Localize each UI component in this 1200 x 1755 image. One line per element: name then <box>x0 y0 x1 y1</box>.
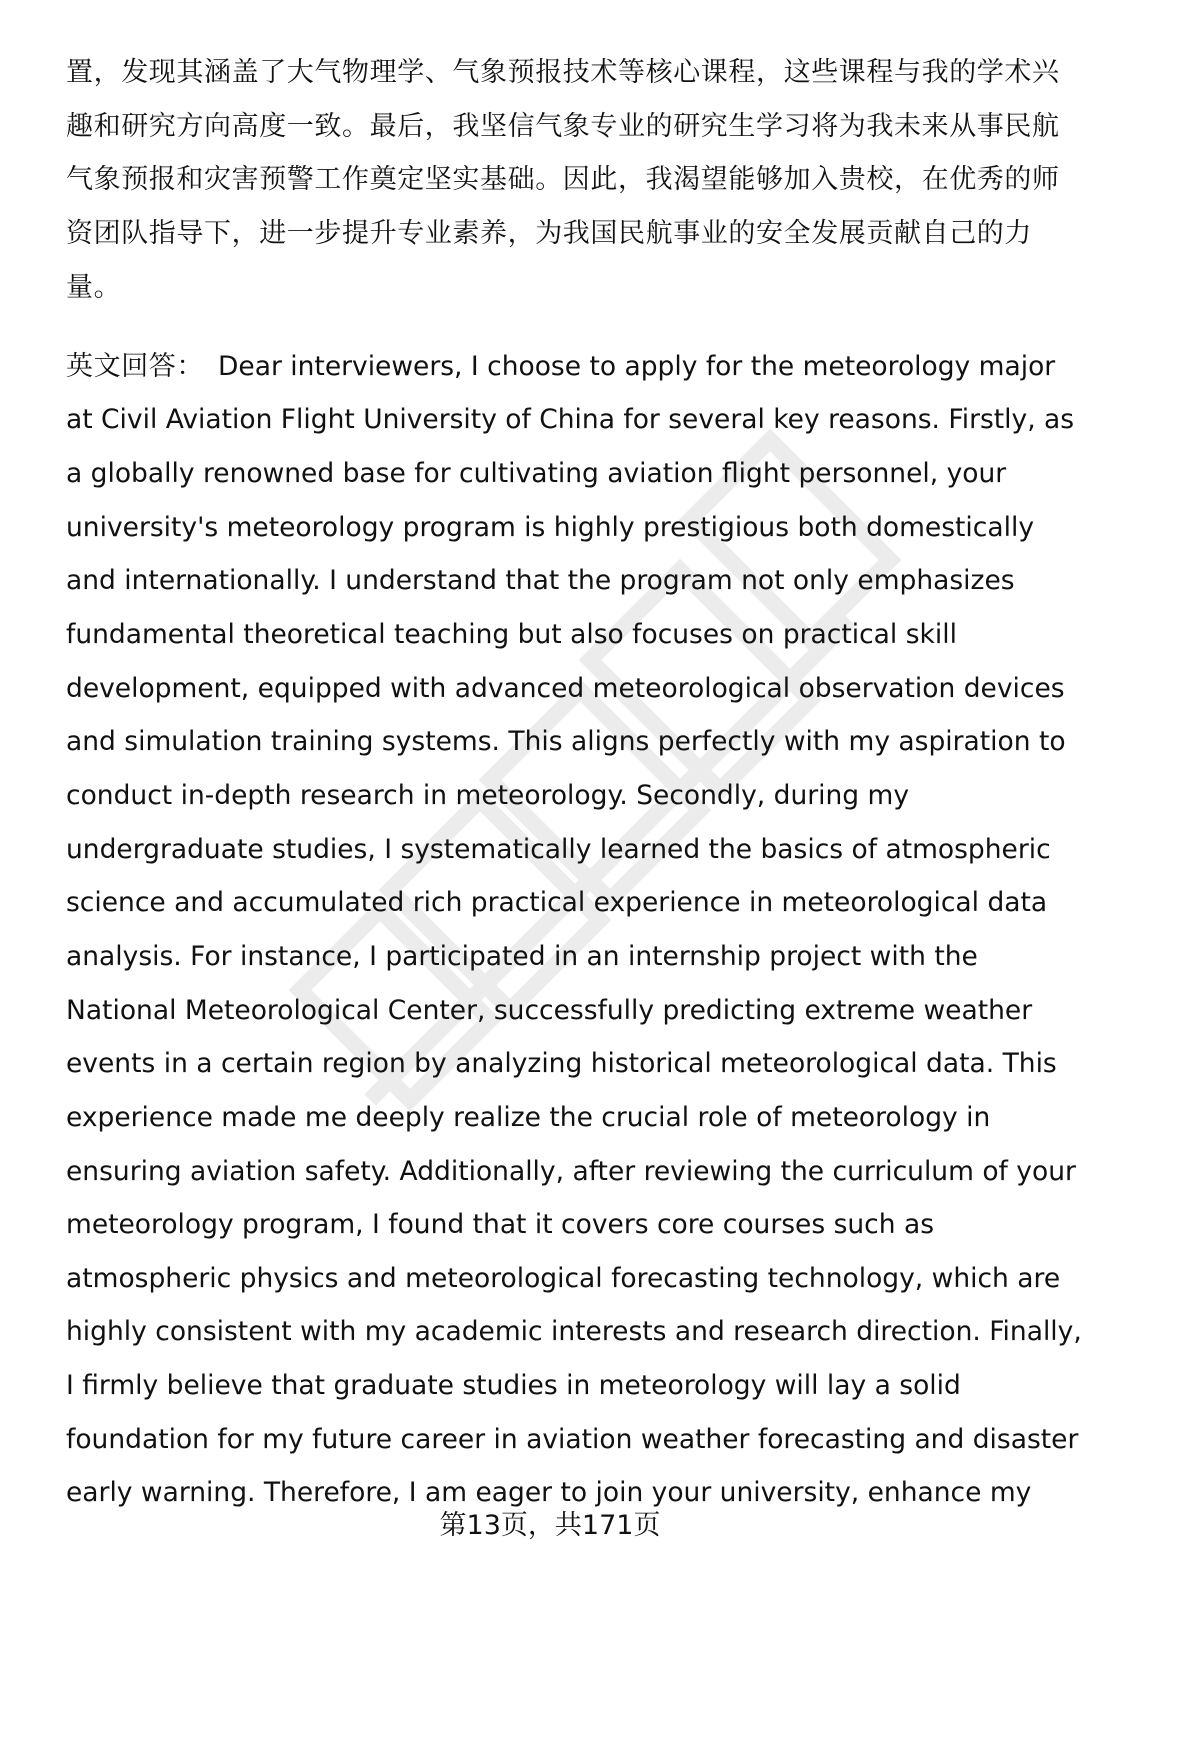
paragraph-line: ensuring aviation safety. Additionally, after reviewing the curriculum of your <box>66 1156 1076 1187</box>
paragraph-line: 趣和研究方向高度一致。最后，我坚信气象专业的研究生学习将为我未来从事民航 <box>66 111 1060 142</box>
paragraph-line: development, equipped with advanced meteorological observation devices <box>66 673 1065 704</box>
paragraph-line: 气象预报和灾害预警工作奠定坚实基础。因此，我渴望能够加入贵校，在优秀的师 <box>66 164 1060 195</box>
paragraph-line: university's meteorology program is highly prestigious both domestically <box>66 512 1035 543</box>
paragraph-line: foundation for my future career in aviation weather forecasting and disaster <box>66 1424 1079 1455</box>
paragraph-line: early warning. Therefore, I am eager to join your university, enhance my <box>66 1477 1032 1508</box>
paragraph-line: conduct in-depth research in meteorology. Secondly, during my <box>66 780 910 811</box>
paragraph-line: I firmly believe that graduate studies in meteorology will lay a solid <box>66 1370 961 1401</box>
paragraph-line: 量。 <box>66 272 122 303</box>
paragraph-line: analysis. For instance, I participated in an internship project with the <box>66 941 978 972</box>
english-answer-label: 英文回答： <box>66 351 204 382</box>
paragraph-line: meteorology program, I found that it covers core courses such as <box>66 1209 935 1240</box>
paragraph-line: 置，发现其涵盖了大气物理学、气象预报技术等核心课程，这些课程与我的学术兴 <box>66 57 1060 88</box>
paragraph-line: events in a certain region by analyzing historical meteorological data. This <box>66 1048 1057 1079</box>
paragraph-line: and internationally. I understand that the program not only emphasizes <box>66 565 1015 596</box>
paragraph-line: undergraduate studies, I systematically learned the basics of atmospheric <box>66 834 1051 865</box>
paragraph-line: National Meteorological Center, successfully predicting extreme weather <box>66 995 1033 1026</box>
paragraph-line: highly consistent with my academic interests and research direction. Finally, <box>66 1316 1082 1347</box>
paragraph-line: science and accumulated rich practical experience in meteorological data <box>66 887 1048 918</box>
paragraph-line: fundamental theoretical teaching but also focuses on practical skill <box>66 619 957 650</box>
paragraph-line: atmospheric physics and meteorological forecasting technology, which are <box>66 1263 1061 1294</box>
paragraph-line: Dear interviewers, I choose to apply for the meteorology major <box>218 351 1056 382</box>
english-answer-first-line <box>66 347 1055 387</box>
paragraph-line: and simulation training systems. This aligns perfectly with my aspiration to <box>66 726 1066 757</box>
paragraph-line: experience made me deeply realize the crucial role of meteorology in <box>66 1102 991 1133</box>
page-number-footer: 第13页，共171页 <box>439 1510 661 1541</box>
paragraph-line: a globally renowned base for cultivating aviation flight personnel, your <box>66 458 1007 489</box>
paragraph-line: 资团队指导下，进一步提升专业素养，为我国民航事业的安全发展贡献自己的力 <box>66 218 1032 249</box>
paragraph-line: at Civil Aviation Flight University of China for several key reasons. Firstly, as <box>66 404 1075 435</box>
